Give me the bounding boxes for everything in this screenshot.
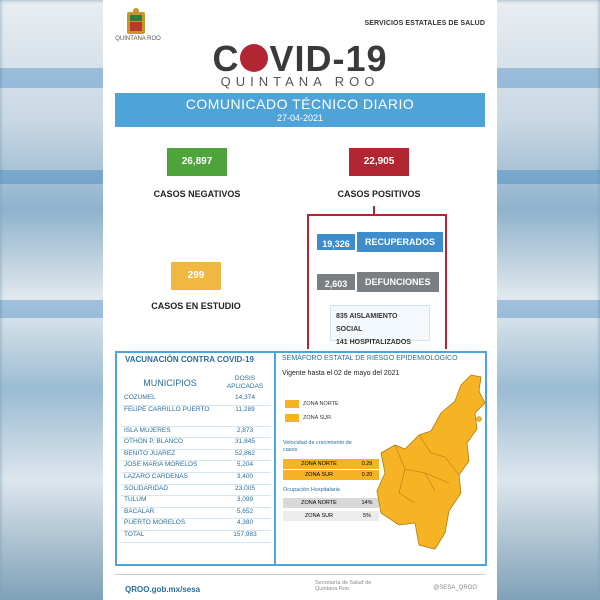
municipio-name: BACALAR (124, 507, 155, 515)
study-cases-value: 299 (171, 262, 221, 290)
bulletin-page (103, 0, 497, 600)
vaccination-row (121, 450, 271, 462)
vaccination-row (121, 473, 271, 485)
page-subtitle: QUINTANA ROO (220, 74, 380, 89)
dosis-value: 52,862 (235, 449, 255, 457)
municipio-name: COZUMEL (124, 394, 156, 401)
vaccination-row (121, 519, 271, 531)
growth-speed-title: Velocidad de crecimiento de casos (283, 440, 352, 453)
vaccination-row (121, 508, 271, 520)
vaccination-semaforo-panel (115, 351, 487, 566)
municipio-name: PUERTO MORELOS (124, 519, 186, 527)
col-dosis: DOSIS APLICADAS (226, 375, 264, 390)
footer (115, 574, 485, 596)
municipio-name: ISLA MUJERES (124, 426, 171, 434)
negative-cases-value: 26,897 (167, 148, 227, 176)
dosis-value: 11,289 (235, 405, 255, 413)
dosis-value: 14,374 (235, 394, 255, 401)
hospital-occupancy-title: Ocupación Hospitalaria (283, 487, 340, 493)
page-title: C VID-19 (212, 38, 388, 79)
semaforo-validity: Vigente hasta el 02 de mayo del 2021 (282, 370, 400, 377)
vaccination-row (121, 427, 271, 439)
occupancy-row-sur: ZONA SUR 5% (283, 511, 379, 521)
agency-name: SERVICIOS ESTATALES DE SALUD (364, 20, 485, 27)
study-cases-label: CASOS EN ESTUDIO (151, 301, 241, 311)
report-banner (115, 93, 485, 127)
legend-zona-norte: ZONA NORTE (285, 400, 339, 408)
positive-cases-value: 22,905 (349, 148, 409, 176)
deaths-value: 2,603 (315, 272, 357, 292)
panel-divider (274, 353, 276, 564)
logo-caption: QUINTANA ROO (115, 36, 161, 42)
semaforo-title: SEMÁFORO ESTATAL DE RIESGO EPIDEMIOLÓGICO (282, 355, 458, 362)
recovered-label: RECUPERADOS (365, 237, 436, 247)
hospital-occupancy-table (283, 498, 379, 521)
vaccination-row (121, 531, 271, 543)
deaths-pill (315, 272, 439, 292)
vaccination-title: VACUNACIÓN CONTRA COVID-19 (125, 355, 254, 364)
vaccination-row (121, 461, 271, 473)
dosis-value: 4,380 (236, 519, 254, 527)
vaccination-table (121, 372, 271, 543)
legend-swatch (285, 414, 299, 422)
report-title: COMUNICADO TÉCNICO DIARIO (185, 96, 415, 112)
hospitalized-count: 141 HOSPITALIZADOS (336, 339, 411, 346)
occupancy-row-norte: ZONA NORTE 14% (283, 498, 379, 508)
vaccination-row (121, 438, 271, 450)
growth-speed-table (283, 459, 379, 480)
recovered-value: 19,326 (315, 232, 357, 252)
col-municipios: MUNICIPIOS (143, 378, 197, 388)
vaccination-row (121, 406, 271, 427)
report-date: 27-04-2021 (276, 113, 324, 123)
dosis-value: 3,099 (236, 496, 254, 504)
dosis-value: 5,204 (236, 461, 254, 469)
municipio-name: SOLIDARIDAD (124, 484, 169, 492)
dosis-value: 2,873 (236, 426, 254, 434)
dosis-value: 157,983 (233, 530, 257, 538)
municipio-name: TULUM (124, 496, 147, 504)
growth-row-norte: ZONA NORTE 0.29 (283, 459, 379, 469)
municipio-name: TOTAL (124, 530, 145, 538)
municipio-name: BENITO JUAREZ (124, 449, 176, 457)
isolation-hospital-box (330, 305, 430, 346)
dosis-value: 3,400 (236, 472, 254, 480)
footer-social-handle[interactable]: @SESA_QROO (433, 585, 477, 591)
municipio-name: JOSE MARIA MORELOS (124, 461, 198, 469)
footer-secretaria: Secretaría de Salud de Quintana Roo (315, 580, 372, 592)
legend-swatch (285, 400, 299, 408)
vaccination-row (121, 496, 271, 508)
dosis-value: 23,005 (235, 484, 255, 492)
negative-cases-label: CASOS NEGATIVOS (153, 189, 241, 199)
dosis-value: 5,652 (236, 507, 254, 515)
deaths-label: DEFUNCIONES (365, 277, 431, 287)
positive-cases-label: CASOS POSITIVOS (337, 189, 421, 199)
virus-icon (240, 44, 268, 72)
dosis-value: 31,845 (235, 438, 255, 446)
municipio-name: LAZARO CARDENAS (124, 472, 188, 480)
footer-url[interactable]: QROO.gob.mx/sesa (125, 585, 201, 594)
municipio-name: FELIPE CARRILLO PUERTO (124, 405, 210, 413)
recovered-pill (315, 232, 443, 252)
vaccination-row (121, 394, 271, 406)
vaccination-row (121, 485, 271, 497)
legend-zona-sur: ZONA SUR (285, 414, 331, 422)
quintana-roo-map (375, 373, 487, 553)
isolation-count: 835 AISLAMIENTO SOCIAL (336, 313, 398, 333)
vaccination-header-row (121, 372, 271, 394)
growth-row-sur: ZONA SUR 0.20 (283, 470, 379, 480)
municipio-name: OTHON P. BLANCO (124, 438, 184, 446)
